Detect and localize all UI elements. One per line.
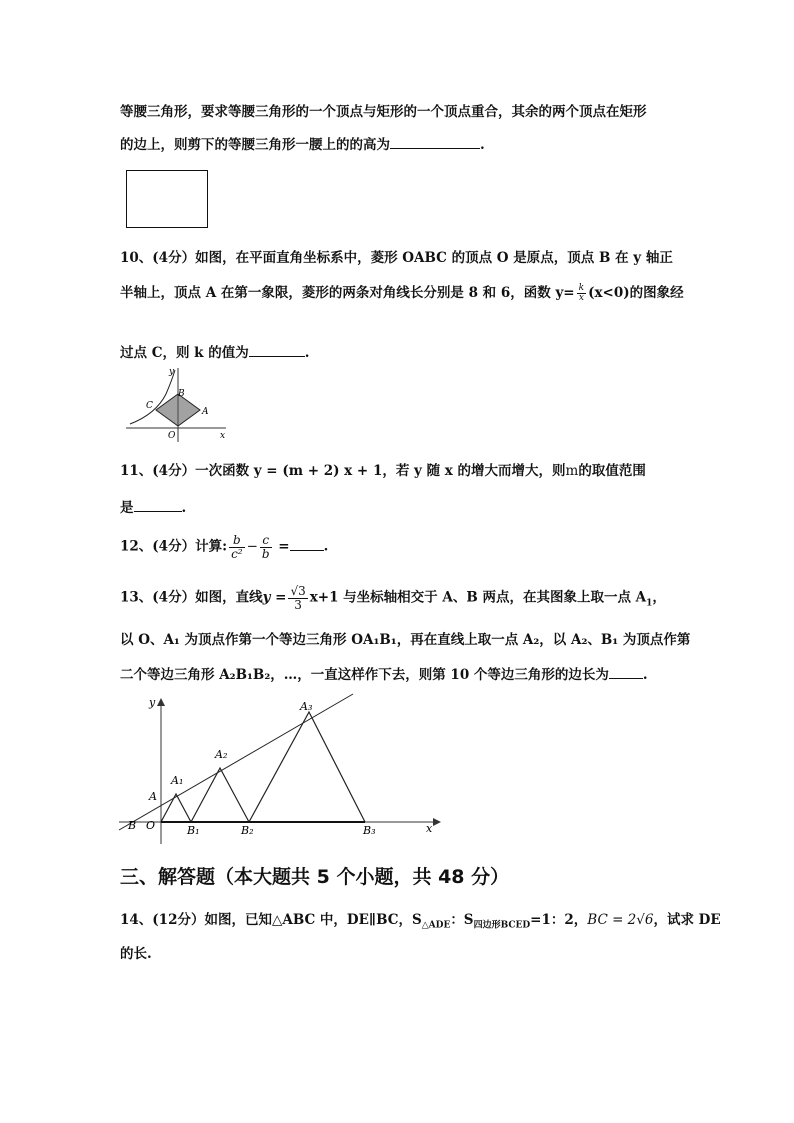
q13-label-a: A bbox=[149, 790, 157, 803]
q10-line1: 10、(4分）如图，在平面直角坐标系中，菱形 OABC 的顶点 O 是原点，顶点 B 在 y 轴正 bbox=[120, 250, 673, 266]
q12-f1-den: c² bbox=[231, 546, 243, 561]
q12-minus: − bbox=[246, 538, 258, 555]
q13-label-x: x bbox=[426, 822, 433, 835]
q13-fraction bbox=[288, 585, 307, 611]
q13-line3 bbox=[120, 664, 648, 685]
q13-text-b: x+1 与坐标轴相交于 A、B 两点，在其图象上取一点 A bbox=[309, 589, 647, 606]
q11-answer-blank[interactable] bbox=[134, 497, 182, 512]
q13-label-b: B bbox=[128, 819, 137, 832]
q10-text-b: (x<0)的图象经 bbox=[588, 285, 684, 301]
q13-label-b3: B₃ bbox=[363, 824, 376, 837]
q10-fraction bbox=[577, 284, 586, 304]
q13-text-c: ， bbox=[652, 589, 666, 606]
q9-answer-blank[interactable] bbox=[390, 134, 480, 149]
q13-text-a: 13、(4分）如图，直线 bbox=[120, 589, 263, 606]
q14-line2: 的长. bbox=[120, 946, 152, 962]
q10-label-b: B bbox=[178, 389, 185, 399]
q10-frac-den: x bbox=[578, 293, 584, 303]
q12-lead: 12、(4分）计算: bbox=[120, 538, 228, 555]
q12-f1-num: b bbox=[229, 534, 245, 548]
q9-line1: 等腰三角形，要求等腰三角形的一个顶点与矩形的一个顶点重合，其余的两个顶点在矩形 bbox=[120, 104, 647, 120]
q9-text: 的边上，则剪下的等腰三角形一腰上的的高为 bbox=[120, 137, 390, 153]
q13-y-eq: y = bbox=[262, 589, 287, 606]
q11-text-b: 的取值范围 bbox=[578, 463, 646, 479]
q10-text-a: 半轴上，顶点 A 在第一象限，菱形的两条对角线长分别是 8 和 6，函数 y= bbox=[120, 285, 575, 301]
q10-label-o: O bbox=[168, 431, 176, 441]
q10-rhombus-figure bbox=[120, 364, 230, 446]
q13-triangle-1 bbox=[161, 794, 191, 822]
q11-text-c: 是 bbox=[120, 500, 134, 516]
q13-line1 bbox=[120, 585, 666, 613]
q10-line3 bbox=[120, 342, 309, 363]
q12-eq: = bbox=[278, 538, 290, 555]
q10-label-c: C bbox=[146, 401, 153, 411]
q10-label-a: A bbox=[202, 407, 209, 417]
q14-text-c: ，试求 DE bbox=[653, 912, 721, 928]
q11-line2 bbox=[120, 497, 186, 518]
q13-label-o: O bbox=[146, 819, 156, 832]
q13-frac-num: √3 bbox=[290, 584, 306, 598]
q14-colon: ：S bbox=[450, 912, 474, 928]
section-3-heading: 三、解答题（本大题共 5 个小题，共 48 分） bbox=[120, 866, 510, 888]
q14-text-a: 14、(12分）如图，已知△ABC 中，DE∥BC，S bbox=[120, 912, 422, 928]
q13-x-arrow bbox=[433, 818, 441, 826]
q12-answer-blank[interactable] bbox=[290, 536, 324, 551]
q13-line bbox=[119, 694, 353, 830]
q9-end: . bbox=[480, 137, 485, 153]
q10-text-c: 过点 C，则 k 的值为 bbox=[120, 345, 249, 361]
q13-frac-den: 3 bbox=[294, 597, 302, 612]
q13-end: . bbox=[642, 667, 648, 683]
q12-fraction-1 bbox=[229, 534, 245, 560]
q13-text-d: 二个等边三角形 A₂B₁B₂，…，一直这样作下去，则第 10 个等边三角形的边长为 bbox=[120, 667, 609, 683]
q10-label-y: y bbox=[169, 367, 175, 377]
q13-label-b1: B₁ bbox=[187, 824, 200, 837]
q13-label-a1: A₁ bbox=[171, 774, 184, 787]
q13-label-b2: B₂ bbox=[241, 824, 254, 837]
q11-line1 bbox=[120, 461, 646, 481]
q9-rectangle-figure bbox=[126, 170, 208, 228]
q13-y-arrow bbox=[157, 698, 165, 706]
q10-label-x: x bbox=[220, 431, 226, 441]
q14-sub-ade: △ADE bbox=[421, 920, 451, 931]
q10-answer-blank[interactable] bbox=[249, 342, 305, 357]
q13-line2: 以 O、A₁ 为顶点作第一个等边三角形 OA₁B₁，再在直线上取一点 A₂，以 A₂、B₁ 为顶点作第 bbox=[120, 632, 691, 648]
q13-label-a2: A₂ bbox=[215, 748, 228, 761]
q14-text-b: =1：2， bbox=[530, 912, 588, 928]
q12-fraction-2 bbox=[260, 534, 272, 560]
q10-line2 bbox=[120, 283, 684, 303]
q14-sub-bced: 四边形BCED bbox=[473, 920, 531, 931]
q13-label-y: y bbox=[149, 696, 156, 709]
q12-f2-den: b bbox=[261, 546, 270, 561]
q11-var-m: m bbox=[565, 463, 579, 479]
q12-end: . bbox=[323, 538, 329, 555]
q13-triangle-2 bbox=[191, 768, 249, 822]
q9-line2 bbox=[120, 134, 485, 155]
q12-line bbox=[120, 534, 328, 560]
q10-end: . bbox=[304, 345, 310, 361]
q14-bc-value: BC = 2√6 bbox=[587, 912, 654, 928]
q12-f2-num: c bbox=[260, 534, 272, 548]
q11-text-a: 11、(4分）一次函数 y = (m + 2) x + 1，若 y 随 x 的增大而增大，则 bbox=[120, 463, 566, 479]
q13-answer-blank[interactable] bbox=[609, 664, 643, 679]
q10-frac-num: k bbox=[578, 282, 585, 293]
q13-label-a3: A₃ bbox=[300, 700, 313, 713]
q13-triangle-3 bbox=[249, 712, 365, 822]
q13-sub: 1 bbox=[646, 598, 653, 609]
q13-triangles-figure bbox=[115, 692, 445, 852]
q11-end: . bbox=[181, 500, 187, 516]
q14-line1 bbox=[120, 910, 721, 936]
